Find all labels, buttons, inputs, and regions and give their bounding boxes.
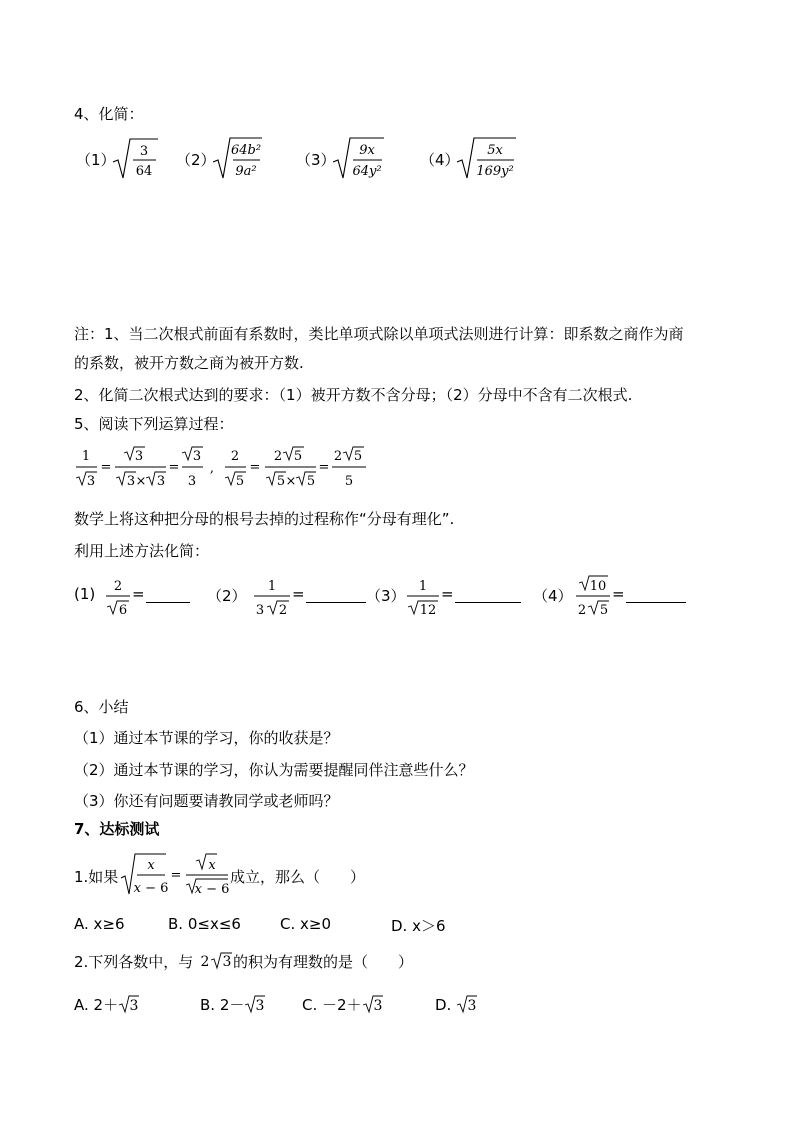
q7-p2-suffix: 的积为有理数的是（ ） bbox=[233, 953, 414, 971]
note-line-3: 2、化简二次根式达到的要求：（1）被开方数不含分母；（2）分母中不含有二次根式. bbox=[74, 386, 633, 404]
svg-text:1: 1 bbox=[418, 579, 428, 594]
q7-p1-option-d[interactable]: D. x＞6 bbox=[391, 917, 446, 935]
svg-text:3: 3 bbox=[187, 474, 197, 489]
svg-text:×: × bbox=[135, 474, 147, 489]
svg-text:10: 10 bbox=[589, 579, 607, 594]
q4-label-1: （1） bbox=[76, 151, 116, 169]
q4-label-4: （4） bbox=[420, 151, 460, 169]
q5-explain: 数学上将这种把分母的根号去掉的过程称作“分母有理化”. bbox=[74, 510, 455, 528]
q5-example-derivation bbox=[70, 442, 370, 496]
q5-label-1: (1) bbox=[74, 585, 96, 603]
q6-item-2: （2）通过本节课的学习，你认为需要提醒同伴注意些什么？ bbox=[74, 761, 474, 779]
q5-label-4: （4） bbox=[533, 587, 573, 605]
svg-text:3: 3 bbox=[86, 474, 96, 489]
svg-text:3: 3 bbox=[192, 449, 202, 464]
q5-title: 5、阅读下列运算过程： bbox=[74, 415, 234, 433]
q5-equals-2: = bbox=[292, 585, 366, 603]
sqrt3-c bbox=[362, 992, 384, 1014]
svg-text:×: × bbox=[285, 474, 297, 489]
q5-expr-3 bbox=[405, 574, 441, 620]
svg-text:5: 5 bbox=[293, 449, 303, 464]
q4-num-3: 9x bbox=[359, 143, 375, 158]
q4-expr-1 bbox=[110, 133, 160, 183]
answer-blank-4[interactable] bbox=[626, 601, 686, 603]
q6-item-1: （1）通过本节课的学习，你的收获是？ bbox=[74, 729, 339, 747]
svg-text:=: = bbox=[249, 460, 261, 475]
q7-title: 7、达标测试 bbox=[74, 820, 160, 838]
q5-equals-3: = bbox=[441, 585, 521, 603]
q5-expr-1 bbox=[104, 574, 132, 620]
svg-text:1: 1 bbox=[267, 579, 277, 594]
svg-text:3: 3 bbox=[156, 474, 166, 489]
svg-text:2: 2 bbox=[333, 449, 343, 464]
svg-text:=: = bbox=[170, 868, 182, 883]
q4-num-4: 5x bbox=[487, 143, 503, 158]
q4-expr-2 bbox=[210, 133, 264, 183]
q7-p2-option-b[interactable]: B. 2－ 3 bbox=[200, 992, 266, 1015]
svg-text:2: 2 bbox=[113, 579, 123, 594]
q4-den-3: 64y² bbox=[352, 164, 382, 179]
q5-expr-4 bbox=[574, 570, 612, 620]
q5-equals-1: = bbox=[132, 585, 190, 603]
svg-text:2: 2 bbox=[200, 954, 210, 970]
q5-expr-2 bbox=[252, 574, 292, 620]
q7-p2-option-c[interactable]: C. －2＋ 3 bbox=[302, 992, 384, 1015]
svg-text:2: 2 bbox=[278, 603, 288, 618]
svg-text:3: 3 bbox=[467, 998, 477, 1014]
svg-text:=: = bbox=[318, 460, 330, 475]
sqrt3-b bbox=[244, 992, 266, 1014]
svg-text:3: 3 bbox=[222, 954, 232, 970]
q7-p1-prefix: 1.如果 bbox=[74, 868, 119, 886]
q4-num-2: 64b² bbox=[230, 143, 262, 158]
q6-item-3: （3）你还有问题要请教同学或老师吗？ bbox=[74, 792, 339, 810]
svg-text:5: 5 bbox=[235, 474, 245, 489]
q4-den-2: 9a² bbox=[235, 164, 257, 179]
sqrt3-d bbox=[456, 992, 478, 1014]
q7-p2-radical bbox=[199, 947, 233, 971]
svg-text:x: x bbox=[147, 858, 155, 873]
svg-text:6: 6 bbox=[118, 603, 128, 618]
sqrt3-a bbox=[118, 992, 140, 1014]
svg-text:1: 1 bbox=[81, 449, 91, 464]
q7-p2-prefix: 2.下列各数中，与 bbox=[74, 953, 194, 971]
q4-label-3: （3） bbox=[296, 151, 336, 169]
q4-den-4: 169y² bbox=[476, 164, 514, 179]
note-line-2: 的系数，被开方数之商为被开方数. bbox=[74, 354, 304, 372]
q4-num-1: 3 bbox=[139, 144, 149, 159]
svg-text:3: 3 bbox=[373, 998, 383, 1014]
q5-instruction: 利用上述方法化简： bbox=[74, 542, 210, 560]
answer-blank-2[interactable] bbox=[306, 601, 366, 603]
svg-text:3: 3 bbox=[126, 474, 136, 489]
svg-text:3: 3 bbox=[255, 998, 265, 1014]
q6-title: 6、小结 bbox=[74, 698, 129, 716]
q4-expr-4 bbox=[454, 133, 518, 183]
svg-text:,: , bbox=[209, 461, 215, 476]
q5-equals-4: = bbox=[612, 585, 686, 603]
q4-den-1: 64 bbox=[135, 164, 153, 179]
q4-title: 4、化简： bbox=[74, 105, 144, 123]
svg-text:5: 5 bbox=[599, 603, 609, 618]
svg-text:3: 3 bbox=[255, 603, 265, 618]
svg-text:5: 5 bbox=[353, 449, 363, 464]
svg-text:2: 2 bbox=[577, 603, 587, 618]
q7-p1-equation bbox=[118, 848, 230, 900]
q4-label-2: （2） bbox=[176, 151, 216, 169]
svg-text:2: 2 bbox=[273, 449, 283, 464]
svg-text:=: = bbox=[168, 460, 180, 475]
svg-text:5: 5 bbox=[276, 474, 286, 489]
q7-p2-option-a[interactable]: A. 2＋ 3 bbox=[74, 992, 140, 1015]
note-line-1: 注：1、当二次根式前面有系数时，类比单项式除以单项式法则进行计算：即系数之商作为商 bbox=[74, 325, 684, 343]
svg-text:3: 3 bbox=[134, 449, 144, 464]
q7-p1-option-b[interactable]: B. 0≤x≤6 bbox=[168, 915, 241, 933]
q7-p1-suffix: 成立，那么（ ） bbox=[230, 868, 366, 886]
svg-text:3: 3 bbox=[129, 998, 139, 1014]
svg-text:=: = bbox=[100, 460, 112, 475]
svg-text:5: 5 bbox=[306, 474, 316, 489]
svg-text:5: 5 bbox=[344, 474, 354, 489]
q4-expr-3 bbox=[330, 133, 386, 183]
svg-text:2: 2 bbox=[230, 449, 240, 464]
svg-text:x − 6: x − 6 bbox=[194, 882, 230, 897]
q7-p2-option-d[interactable]: D. 3 bbox=[435, 992, 478, 1014]
answer-blank-1[interactable] bbox=[146, 601, 190, 603]
svg-text:x − 6: x − 6 bbox=[133, 881, 169, 896]
q7-p1-option-a[interactable]: A. x≥6 bbox=[74, 915, 125, 933]
q5-label-2: （2） bbox=[207, 587, 247, 605]
answer-blank-3[interactable] bbox=[455, 601, 521, 603]
q7-p1-option-c[interactable]: C. x≥0 bbox=[280, 915, 331, 933]
q5-label-3: （3） bbox=[366, 587, 406, 605]
svg-text:12: 12 bbox=[419, 603, 437, 618]
svg-text:x: x bbox=[208, 858, 216, 873]
